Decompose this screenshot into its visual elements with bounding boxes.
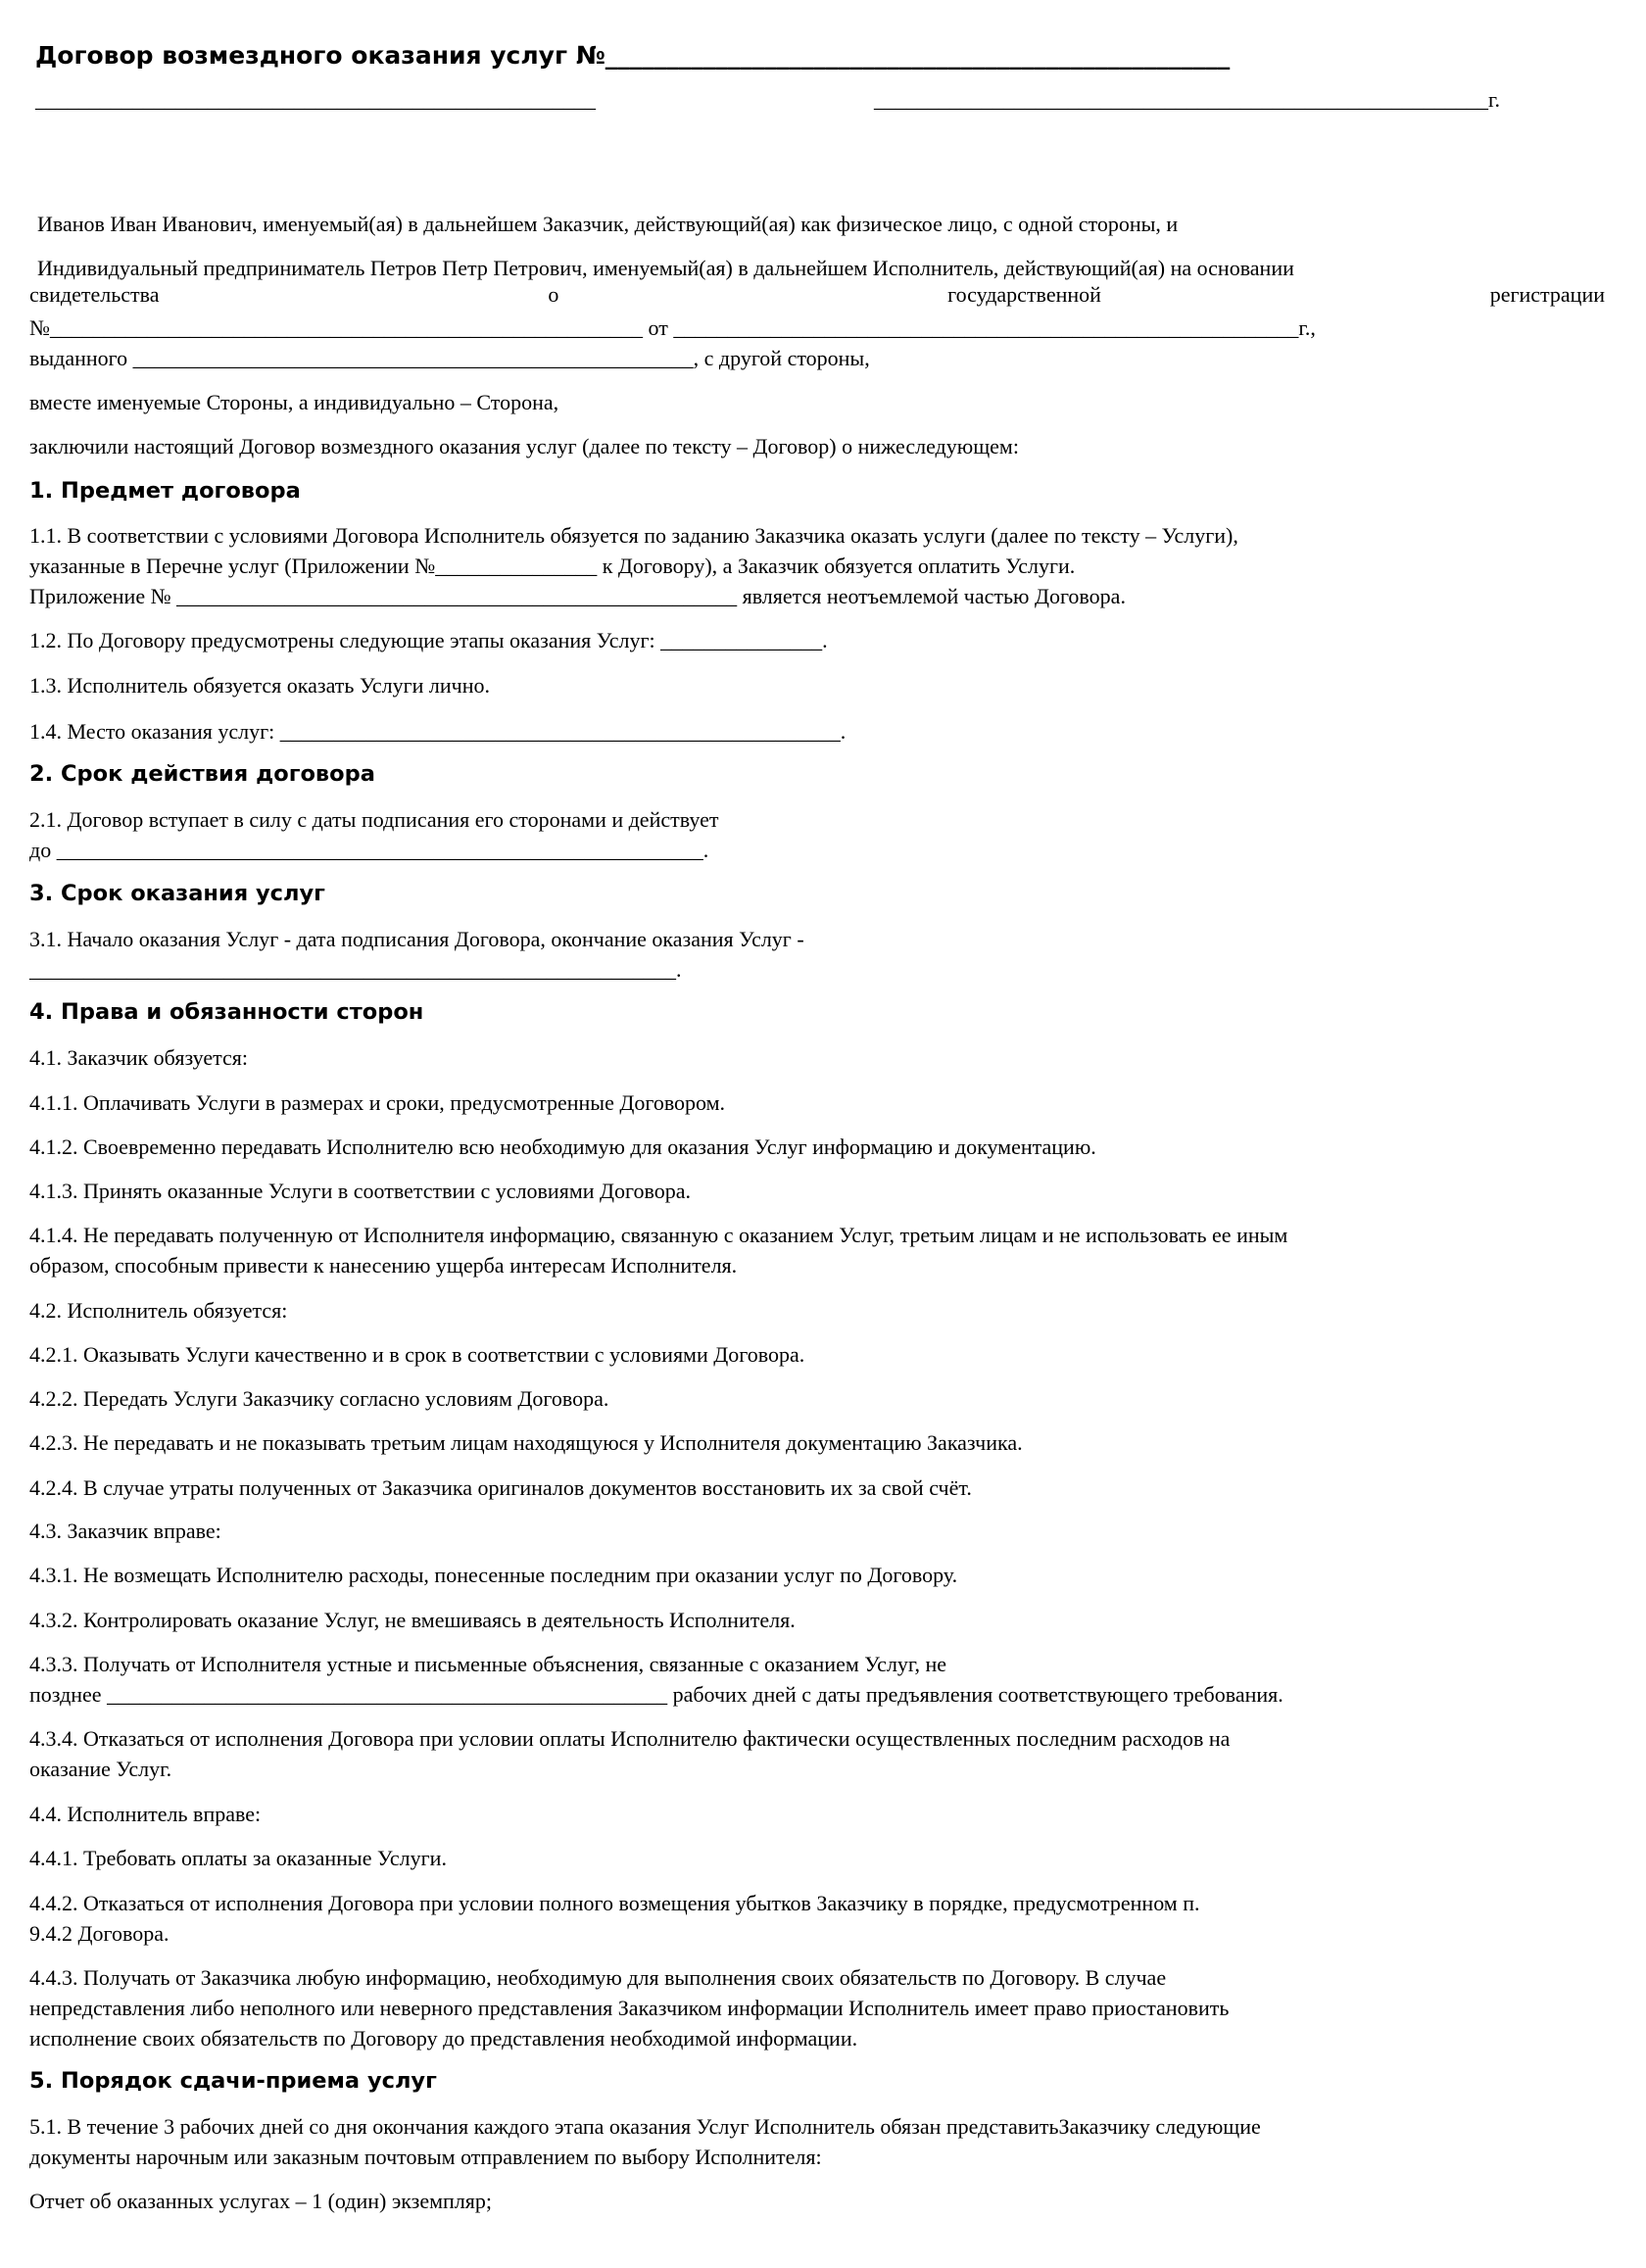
clause-2-1-line2: до ____________________________________________________________. xyxy=(29,838,709,862)
clause-1-1-line3: Приложение № ____________________________________________________ является неотъемлемой частью Договора. xyxy=(29,584,1126,608)
date-blank: _________________________________________________________г. xyxy=(874,87,1501,112)
word: о xyxy=(548,282,559,307)
section-4-heading: 4. Права и обязанности сторон xyxy=(29,999,424,1025)
clause-1-1-line1: 1.1. В соответствии с условиями Договора Исполнитель обязуется по заданию Заказчика оказать услуги (далее по тексту – Услуги), xyxy=(29,523,1238,548)
party-executor-line4: выданного ____________________________________________________, с другой стороны, xyxy=(29,346,870,370)
clause-3-1-line1: 3.1. Начало оказания Услуг - дата подписания Договора, окончание оказания Услуг - xyxy=(29,927,804,951)
clause-4-3-1: 4.3.1. Не возмещать Исполнителю расходы, понесенные последним при оказании услуг по Договору. xyxy=(29,1563,958,1587)
clause-4-4-1: 4.4.1. Требовать оплаты за оказанные Услуги. xyxy=(29,1846,447,1870)
clause-2-1-line1: 2.1. Договор вступает в силу с даты подписания его сторонами и действует xyxy=(29,807,719,832)
clause-4-1-2: 4.1.2. Своевременно передавать Исполнителю всю необходимую для оказания Услуг информацию и документацию. xyxy=(29,1134,1096,1159)
clause-4-1-3: 4.1.3. Принять оказанные Услуги в соответствии с условиями Договора. xyxy=(29,1179,692,1203)
clause-4-3-3-line2: позднее ____________________________________________________ рабочих дней с даты предъявления соответствующего требования. xyxy=(29,1682,1283,1707)
word: регистрации xyxy=(1489,282,1605,307)
clause-5-1-line1: 5.1. В течение 3 рабочих дней со дня окончания каждого этапа оказания Услуг Исполнитель обязан представитьЗаказчику следующие xyxy=(29,2114,1261,2139)
word: свидетельства xyxy=(29,282,160,307)
clause-4-4-3-line2: непредставления либо неполного или неверного представления Заказчиком информации Исполнитель имеет право приостановить xyxy=(29,1996,1230,2020)
clause-5-1-line2: документы нарочным или заказным почтовым отправлением по выбору Исполнителя: xyxy=(29,2145,822,2169)
clause-4-4: 4.4. Исполнитель вправе: xyxy=(29,1802,262,1826)
clause-4-3-2: 4.3.2. Контролировать оказание Услуг, не вмешиваясь в деятельность Исполнителя. xyxy=(29,1608,796,1632)
parties-together: вместе именуемые Стороны, а индивидуально – Сторона, xyxy=(29,390,559,414)
clause-4-1-1: 4.1.1. Оплачивать Услуги в размерах и сроки, предусмотренные Договором. xyxy=(29,1090,726,1115)
section-3-heading: 3. Срок оказания услуг xyxy=(29,881,325,906)
clause-4-3-4-line2: оказание Услуг. xyxy=(29,1757,172,1781)
clause-4-1-4-line1: 4.1.4. Не передавать полученную от Исполнителя информацию, связанную с оказанием Услуг, третьим лицам и не использовать ее иным xyxy=(29,1223,1288,1247)
place-blank: ____________________________________________________ xyxy=(35,87,596,112)
clause-4-2-1: 4.2.1. Оказывать Услуги качественно и в срок в соответствии с условиями Договора. xyxy=(29,1342,805,1367)
clause-1-2: 1.2. По Договору предусмотрены следующие этапы оказания Услуг: _______________. xyxy=(29,628,828,652)
clause-4-4-2-line1: 4.4.2. Отказаться от исполнения Договора при условии полного возмещения убытков Заказчику в порядке, предусмотренном п. xyxy=(29,1891,1200,1915)
clause-4-3: 4.3. Заказчик вправе: xyxy=(29,1519,221,1543)
word: государственной xyxy=(947,282,1101,307)
party-executor-line3: №_______________________________________________________ от __________________________________________________________г., xyxy=(29,315,1316,340)
clause-4-4-3-line1: 4.4.3. Получать от Заказчика любую информацию, необходимую для выполнения своих обязательств по Договору. В случае xyxy=(29,1965,1167,1990)
clause-1-4: 1.4. Место оказания услуг: ____________________________________________________. xyxy=(29,719,847,744)
party-executor-line1: Индивидуальный предприниматель Петров Петр Петрович, именуемый(ая) в дальнейшем Исполнитель, действующий(ая) на основании xyxy=(37,256,1294,280)
party-customer: Иванов Иван Иванович, именуемый(ая) в дальнейшем Заказчик, действующий(ая) как физическое лицо, с одной стороны, и xyxy=(37,212,1179,236)
clause-4-2-2: 4.2.2. Передать Услуги Заказчику согласно условиям Договора. xyxy=(29,1386,609,1411)
clause-4-3-4-line1: 4.3.4. Отказаться от исполнения Договора при условии оплаты Исполнителю фактически осуществленных последним расходов на xyxy=(29,1726,1231,1751)
clause-1-1-line2: указанные в Перечне услуг (Приложении №_______________ к Договору), а Заказчик обязуется оплатить Услуги. xyxy=(29,554,1076,578)
clause-3-1-line2: ____________________________________________________________. xyxy=(29,957,682,982)
section-2-heading: 2. Срок действия договора xyxy=(29,761,375,787)
clause-4-4-3-line3: исполнение своих обязательств по Договору до представления необходимой информации. xyxy=(29,2026,858,2051)
clause-4-2-3: 4.2.3. Не передавать и не показывать третьим лицам находящуюся у Исполнителя документацию Заказчика. xyxy=(29,1430,1023,1455)
section-5-heading: 5. Порядок сдачи-приема услуг xyxy=(29,2068,437,2094)
clause-1-3: 1.3. Исполнитель обязуется оказать Услуги лично. xyxy=(29,673,491,698)
clause-4-1: 4.1. Заказчик обязуется: xyxy=(29,1045,249,1070)
party-executor-line2 xyxy=(29,282,1605,308)
clause-4-3-3-line1: 4.3.3. Получать от Исполнителя устные и письменные объяснения, связанные с оказанием Услуг, не xyxy=(29,1652,947,1676)
clause-4-1-4-line2: образом, способным привести к нанесению ущерба интересам Исполнителя. xyxy=(29,1253,738,1278)
section-1-heading: 1. Предмет договора xyxy=(29,478,301,504)
report-item: Отчет об оказанных услугах – 1 (один) экземпляр; xyxy=(29,2189,493,2213)
clause-4-2: 4.2. Исполнитель обязуется: xyxy=(29,1298,288,1323)
clause-4-2-4: 4.2.4. В случае утраты полученных от Заказчика оригиналов документов восстановить их за свой счёт. xyxy=(29,1475,972,1500)
contract-concluded: заключили настоящий Договор возмездного оказания услуг (далее по тексту – Договор) о нижеследующем: xyxy=(29,434,1019,458)
document-title: Договор возмездного оказания услуг №___________________________________________________ xyxy=(35,41,1231,70)
clause-4-4-2-line2: 9.4.2 Договора. xyxy=(29,1921,169,1946)
